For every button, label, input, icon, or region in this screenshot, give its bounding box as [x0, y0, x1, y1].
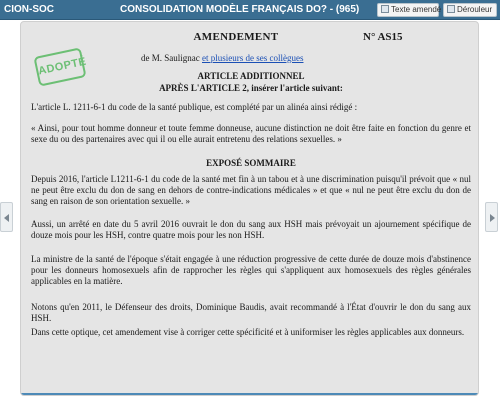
amendment-paragraph-1: L'article L. 1211-6-1 du code de la santé publique, est complété par un alinéa ainsi rédigé :	[31, 102, 358, 112]
expose-heading: EXPOSÉ SOMMAIRE	[206, 158, 296, 168]
arrow-right-icon	[490, 214, 495, 222]
amendment-heading: AMENDEMENT	[193, 31, 279, 43]
next-amendment-button[interactable]	[485, 202, 498, 232]
amendment-number: N° AS15	[363, 31, 403, 43]
arrow-left-icon	[4, 214, 9, 222]
previous-amendment-button[interactable]	[0, 202, 13, 232]
amended-text-button[interactable]	[377, 3, 442, 17]
list-icon	[447, 5, 455, 13]
authors-line	[141, 53, 371, 64]
expose-paragraph-1: Depuis 2016, l'article L1211-6-1 du code de la santé met fin à un tabou et à une discrimination puisqu'il prévoit que « nul ne peut être exclu du don de sang en dehors de contre-indications médicales » et que « nul ne peut être exclu du don de sang en raison de son orientation sexuelle. »	[31, 174, 471, 206]
expose-paragraph-2: Aussi, un arrêté en date du 5 avril 2016 ouvrait le don du sang aux HSH mais prévoyait un ajournement spécifique de douze mois pour les HSH, contre quatre mois pour les non HSH.	[31, 219, 471, 240]
document-title: CONSOLIDATION MODÈLE FRANÇAIS DO? - (965)	[120, 4, 360, 15]
article-subheading: APRÈS L'ARTICLE 2, insérer l'article suivant:	[159, 83, 343, 93]
adopted-stamp: ADOPTÉ	[33, 47, 86, 86]
expose-paragraph-3: La ministre de la santé de l'époque s'était engagée à une réduction progressive de cette durée de douze mois d'abstinence pour les donneurs homosexuels afin de rapprocher les règles qui s'appliquent aux homosexuels des règles générales applicables en la matière.	[31, 254, 471, 286]
co-authors-link[interactable]: et plusieurs de ses collègues	[202, 53, 304, 63]
organization-label: CION-SOC	[4, 4, 54, 15]
amendment-paragraph-2: « Ainsi, pour tout homme donneur et toute femme donneuse, aucune distinction ne doit être faite en fonction du genre et sexe du ou des partenaires avec qui il ou elle aurait entretenu des relations sexuelles. »	[31, 123, 471, 144]
amendment-card	[20, 21, 479, 396]
expose-paragraph-4: Notons qu'en 2011, le Défenseur des droits, Dominique Baudis, avait recommandé à l'État d'ouvrir le don du sang aux HSH.	[31, 302, 471, 323]
top-bar	[0, 0, 500, 20]
scroll-view-button[interactable]	[443, 3, 497, 17]
document-icon	[381, 5, 389, 13]
amended-text-label: Texte amendé	[391, 5, 442, 14]
authors-prefix: de M. Saulignac	[141, 53, 200, 63]
article-heading: ARTICLE ADDITIONNEL	[197, 71, 305, 81]
expose-paragraph-5: Dans cette optique, cet amendement vise à corriger cette spécificité et à uniformiser les règles applicables aux donneurs.	[31, 327, 465, 337]
card-bottom-edge	[21, 393, 478, 395]
scroll-view-label: Dérouleur	[457, 5, 493, 14]
